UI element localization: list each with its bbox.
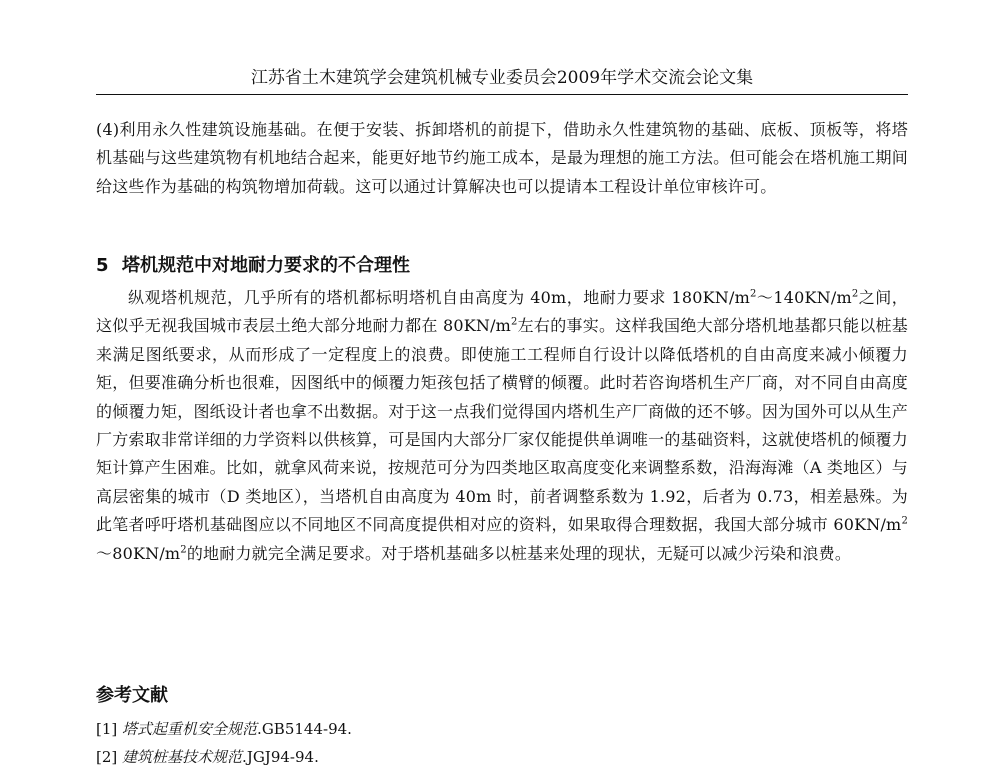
reference-item xyxy=(96,745,319,769)
superscript: 2 xyxy=(511,317,518,329)
section-heading xyxy=(96,251,908,281)
paragraph-4: (4)利用永久性建筑设施基础。在便于安装、拆卸塔机的前提下，借助永久性建筑物的基础、底板、顶板等，将塔机基础与这些建筑物有机地结合起来，能更好地节约施工成本，是最为理想的施工方法。但可能会在塔机施工期间给这些作为基础的构筑物增加荷载。这可以通过计算解决也可以提请本工程设计单位审核许可。 xyxy=(96,120,908,196)
section-title: 塔机规范中对地耐力要求的不合理性 xyxy=(122,255,410,276)
section-5-paragraph xyxy=(96,284,908,568)
reference-title: 塔式起重机安全规范 xyxy=(122,720,258,738)
reference-title: 建筑桩基技术规范 xyxy=(122,748,243,766)
header-rule xyxy=(96,94,908,95)
superscript: 2 xyxy=(851,288,859,300)
para-text-1: 纵观塔机规范，几乎所有的塔机都标明塔机自由高度为 40m，地耐力要求 180KN/m xyxy=(128,288,750,307)
para-text-6: 的地耐力就完全满足要求。对于塔机基础多以桩基来处理的现状，无疑可以减少污染和浪费。 xyxy=(186,543,852,563)
running-header: 江苏省土木建筑学会建筑机械专业委员会2009年学术交流会论文集 xyxy=(250,68,754,88)
superscript: 2 xyxy=(901,515,908,527)
reference-index: [2] xyxy=(96,748,118,766)
section-number: 5 xyxy=(96,255,109,276)
para-text-2: ～140KN/m xyxy=(756,288,852,307)
superscript: 2 xyxy=(749,288,757,300)
para-text-3: 之间，这似乎无视我国城市表层土绝大部分地耐力都在 80KN/m xyxy=(96,288,908,336)
reference-code: .JGJ94-94. xyxy=(242,748,319,766)
para-text-5: ～80KN/m xyxy=(96,543,181,563)
references-heading: 参考文献 xyxy=(96,685,168,706)
superscript: 2 xyxy=(180,544,187,556)
para-text-4: 左右的事实。这样我国绝大部分塔机地基都只能以桩基来满足图纸要求，从而形成了一定程度上的浪费。即使施工工程师自行设计以降低塔机的自由高度来减小倾覆力矩，但要准确分析也很难，因图纸中的倾覆力矩孩包括了横臂的倾覆。此时若咨询塔机生产厂商，对不同自由高度的倾覆力矩，图纸设计者也拿不出数据。对于这一点我们觉得国内塔机生产厂商做的还不够。因为国外可以从生产厂方索取非常详细的力学资料以供核算，可是国内大部分厂家仅能提供单调唯一的基础资料，这就使塔机的倾覆力矩计算产生困难。比如，就拿风荷来说，按规范可分为四类地区取高度变化来调整系数，沿海海滩（A 类地区）与高层密集的城市（D 类地区），当塔机自由高度为 40m 时，前者调整系数为 1.92，后者为 0.73，相差悬殊。为此笔者呼吁塔机基础图应以不同地区不同高度提供相对应的资料，如果取得合理数据，我国大部分城市 60KN/m xyxy=(96,316,908,535)
reference-index: [1] xyxy=(96,720,118,738)
reference-code: .GB5144-94. xyxy=(257,720,352,738)
reference-item xyxy=(96,717,352,741)
